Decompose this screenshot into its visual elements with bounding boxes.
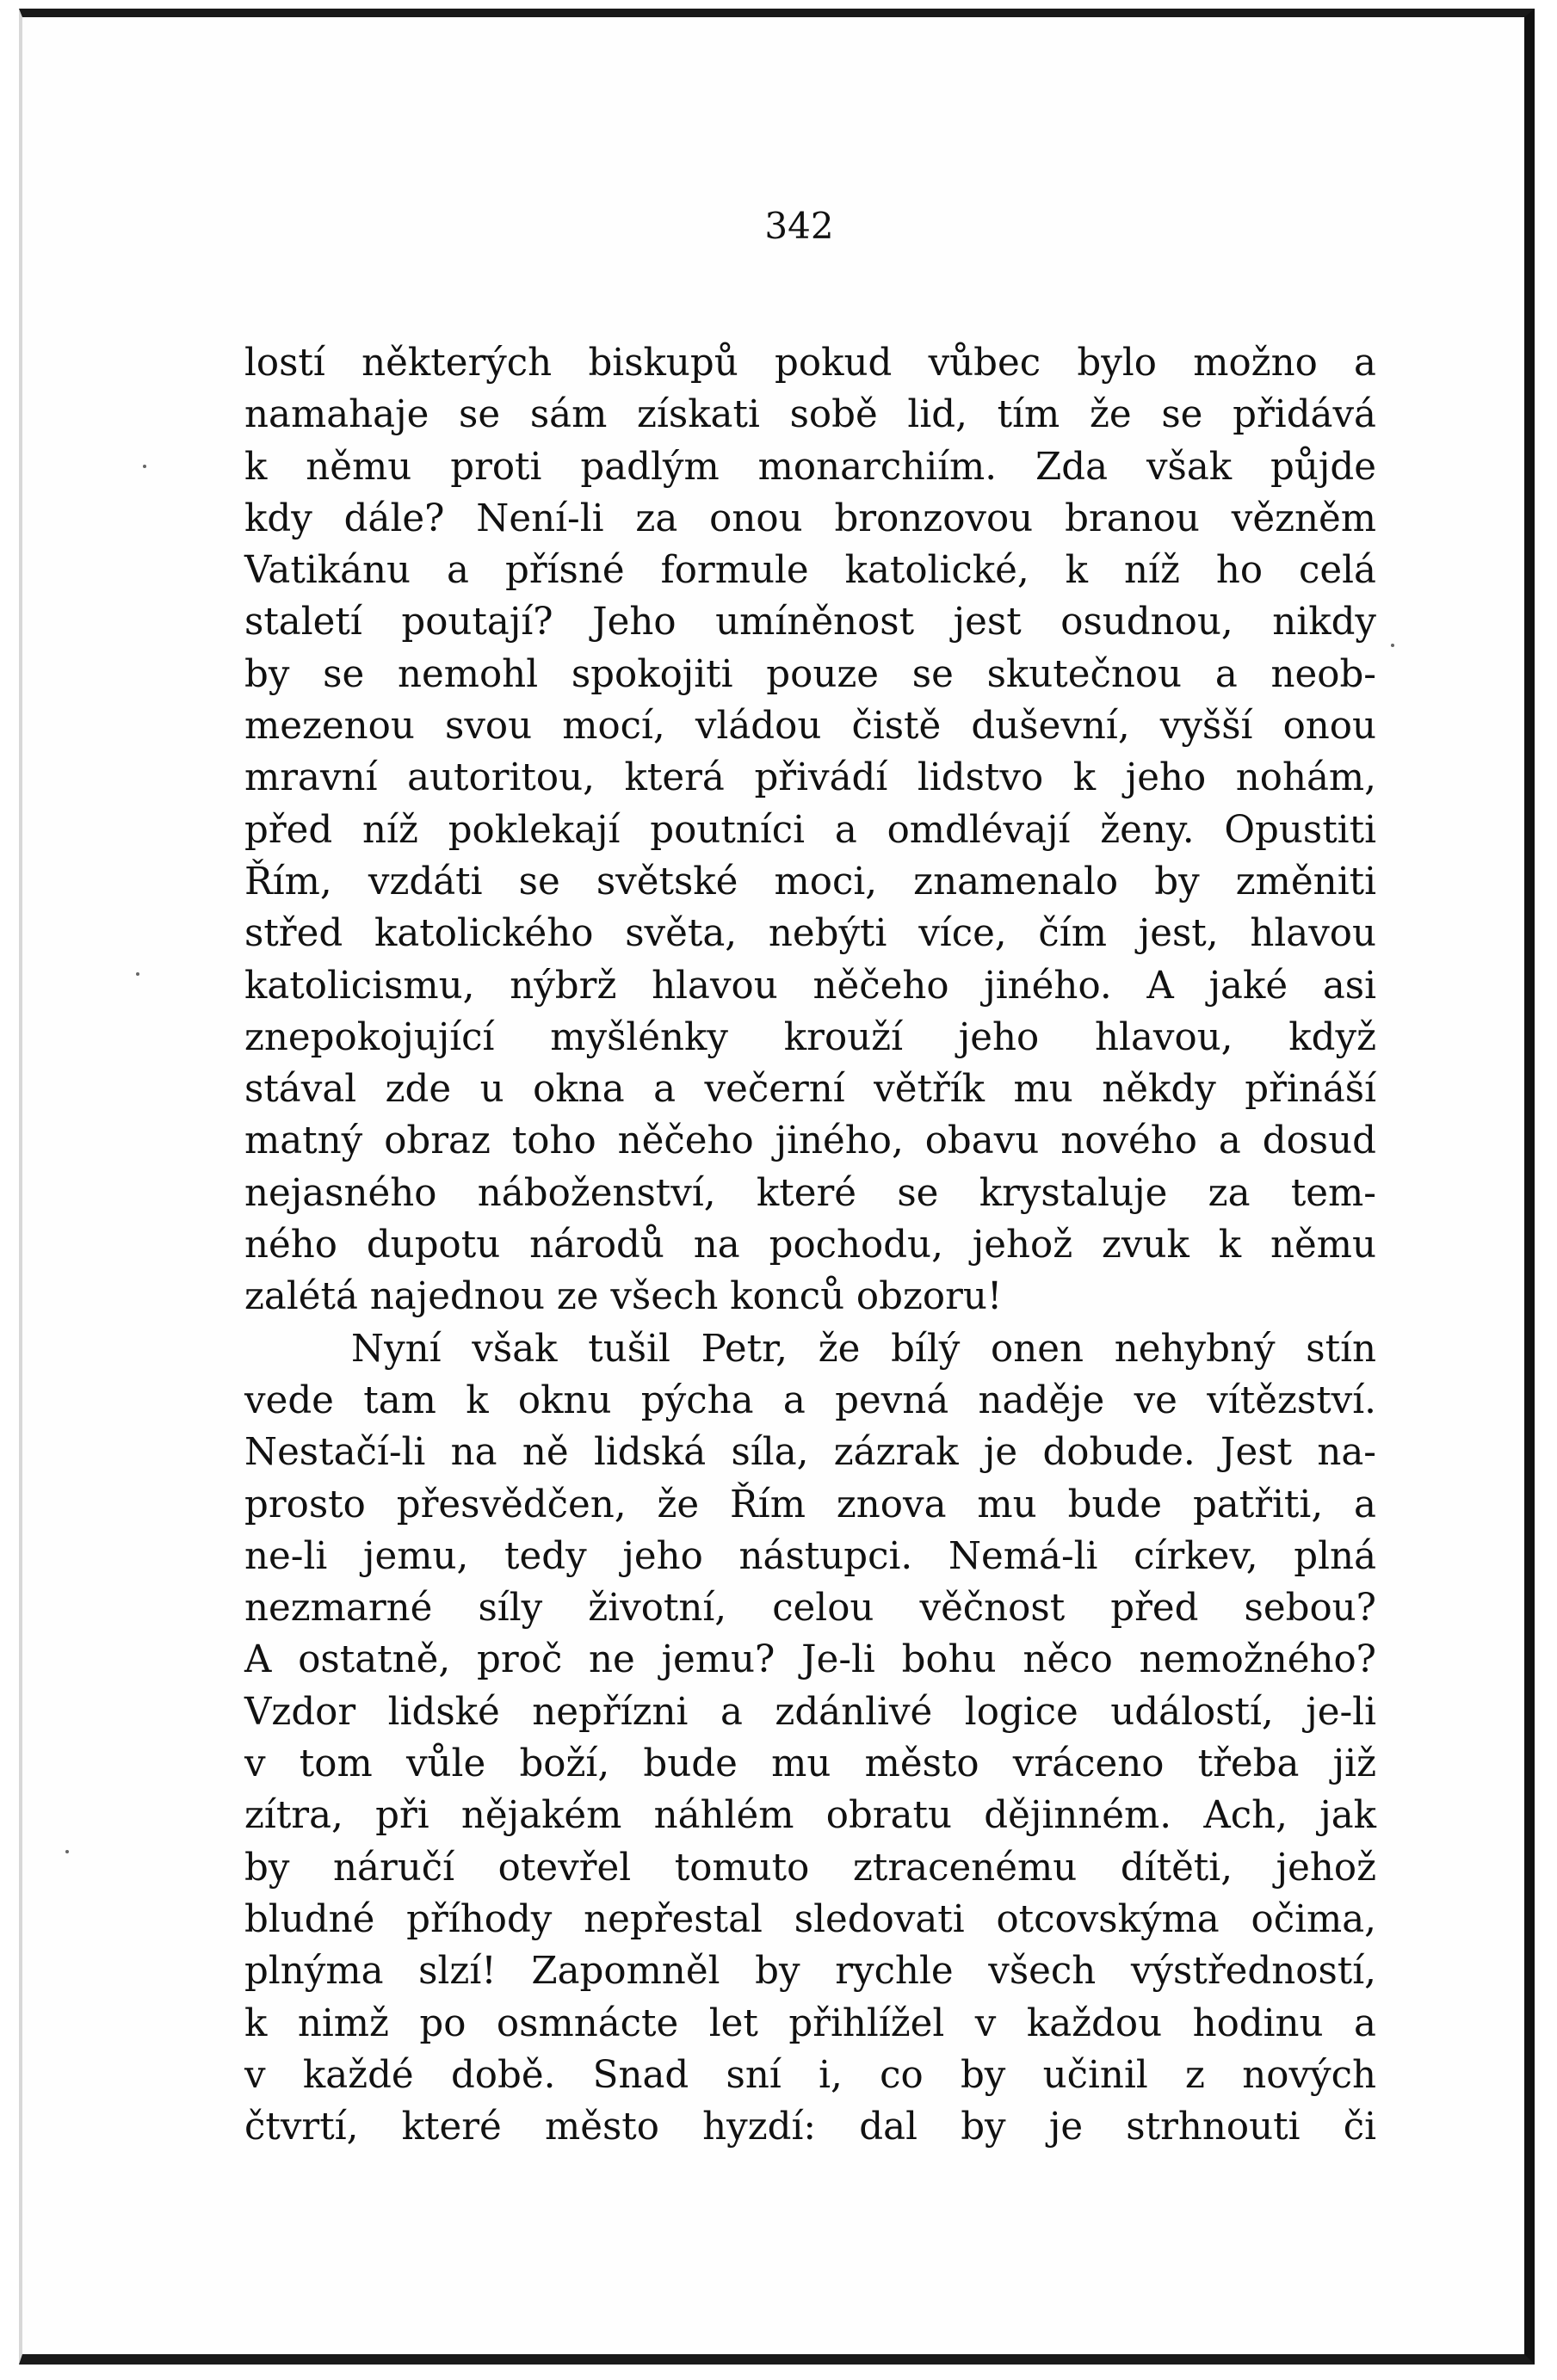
paper-speck — [143, 465, 146, 468]
text-line: stával zde u okna a večerní větřík mu někdy přináší — [244, 1068, 1376, 1112]
text-line: katolicismu, nýbrž hlavou něčeho jiného. A jaké asi — [244, 964, 1376, 1008]
text-line: mezenou svou mocí, vládou čistě duševní, vyšší onou — [244, 705, 1376, 749]
text-line: vede tam k oknu pýcha a pevná naděje ve vítězství. — [244, 1378, 1376, 1422]
text-line: kdy dále? Není-li za onou bronzovou branou vězněm — [244, 496, 1376, 540]
text-line: ne-li jemu, tedy jeho nástupci. Nemá-li církev, plná — [244, 1534, 1376, 1578]
text-line: Řím, vzdáti se světské moci, znamenalo by změniti — [244, 860, 1376, 903]
text-line: staletí poutají? Jeho umíněnost jest osudnou, nikdy — [244, 601, 1376, 644]
book-page — [19, 9, 1535, 2365]
text-line: by se nemohl spokojiti pouze se skutečnou a neob- — [244, 652, 1376, 696]
paper-speck — [136, 972, 139, 976]
text-line: ného dupotu národů na pochodu, jehož zvuk k němu — [244, 1224, 1376, 1267]
text-line: prosto přesvědčen, že Řím znova mu bude patřiti, a — [244, 1483, 1376, 1526]
paper-speck — [65, 1850, 69, 1853]
text-line: zítra, při nějakém náhlém obratu dějinném. Ach, jak — [244, 1794, 1376, 1838]
text-line: čtvrtí, které město hyzdí: dal by je strhnouti či — [244, 2106, 1376, 2149]
text-line: Vzdor lidské nepřízni a zdánlivé logice událostí, je-li — [244, 1690, 1376, 1734]
text-line: v tom vůle boží, bude mu město vráceno třeba již — [244, 1742, 1376, 1786]
text-line: by náručí otevřel tomuto ztracenému dítěti, jehož — [244, 1846, 1376, 1890]
body-text — [244, 337, 1376, 2153]
text-line: matný obraz toho něčeho jiného, obavu nového a dosud — [244, 1119, 1376, 1163]
paper-speck — [1391, 644, 1394, 647]
text-line: A ostatně, proč ne jemu? Je-li bohu něco nemožného? — [244, 1638, 1376, 1682]
text-line: znepokojující myšlénky krouží jeho hlavou, když — [244, 1015, 1376, 1059]
text-line: Nestačí-li na ně lidská síla, zázrak je dobude. Jest na- — [244, 1431, 1376, 1475]
text-line: nezmarné síly životní, celou věčnost před sebou? — [244, 1587, 1376, 1631]
text-line: plnýma slzí! Zapomněl by rychle všech výstředností, — [244, 1950, 1376, 1994]
text-line: bludné příhody nepřestal sledovati otcovskýma očima, — [244, 1897, 1376, 1941]
text-line: Nyní však tušil Petr, že bílý onen nehybný stín — [351, 1327, 1376, 1371]
text-line: mravní autoritou, která přivádí lidstvo k jeho nohám, — [244, 756, 1376, 800]
text-line: v každé době. Snad sní i, co by učinil z nových — [244, 2053, 1376, 2097]
text-line: k němu proti padlým monarchiím. Zda však půjde — [244, 445, 1376, 489]
text-line: nejasného náboženství, které se krystaluje za tem- — [244, 1171, 1376, 1215]
text-line: před níž poklekají poutníci a omdlévají ženy. Opustiti — [244, 808, 1376, 852]
text-line: lostí některých biskupů pokud vůbec bylo možno a — [244, 342, 1376, 385]
text-line: namahaje se sám získati sobě lid, tím že se přidává — [244, 393, 1376, 437]
text-line: Vatikánu a přísné formule katolické, k níž ho celá — [244, 549, 1376, 593]
text-line: k nimž po osmnácte let přihlížel v každou hodinu a — [244, 2001, 1376, 2045]
text-line: střed katolického světa, nebýti více, čím jest, hlavou — [244, 912, 1376, 956]
page-number: 342 — [764, 205, 834, 247]
text-line: zalétá najednou ze všech konců obzoru! — [244, 1275, 1003, 1319]
